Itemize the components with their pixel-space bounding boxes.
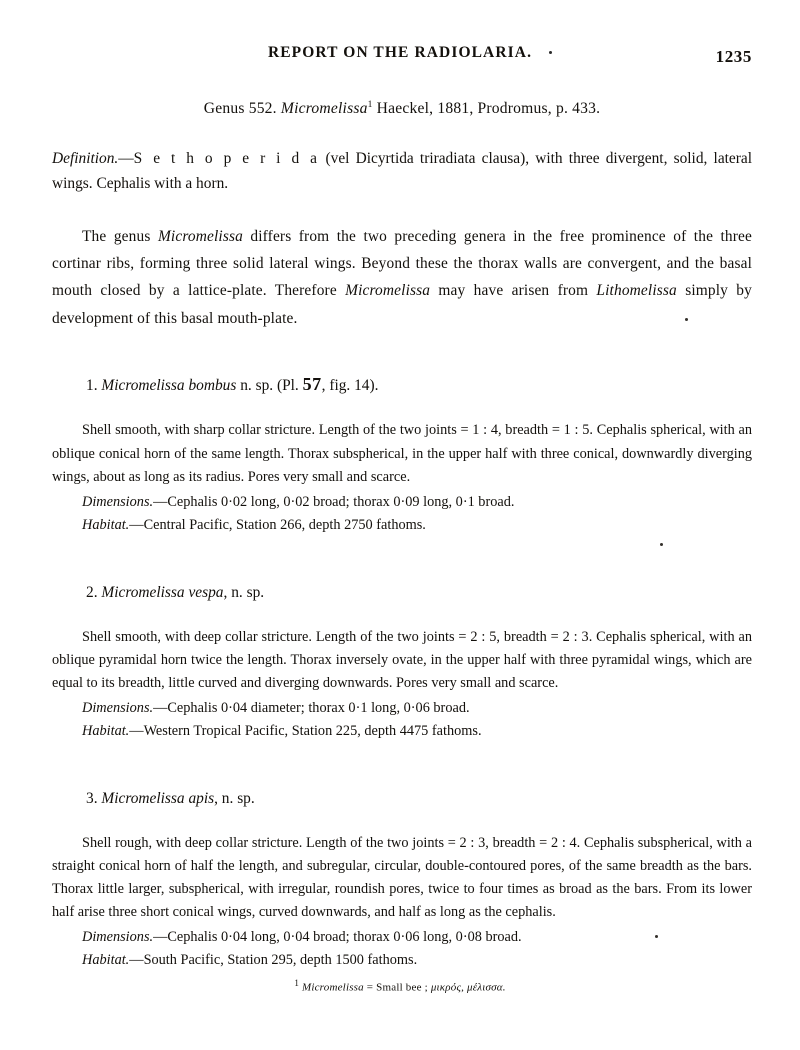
species-entry-3	[52, 787, 752, 972]
species-habitat-2	[52, 720, 752, 743]
species-name-1: Micromelissa bombus	[101, 377, 237, 395]
genus-footnote-marker: 1	[367, 99, 373, 110]
page-footnote	[0, 978, 800, 994]
species-number-3: 3.	[86, 789, 102, 807]
habitat-text-1: —Central Pacific, Station 266, depth 2750 fathoms.	[129, 516, 426, 533]
habitat-text-2: —Western Tropical Pacific, Station 225, depth 4475 fathoms.	[129, 722, 482, 739]
species-heading-2	[86, 581, 752, 606]
species-heading-1	[86, 370, 752, 399]
species-figure-1: , fig. 14).	[321, 377, 379, 395]
definition-dash: —	[118, 150, 134, 168]
species-description-3: Shell rough, with deep collar stricture. Length of the two joints = 2 : 3, breadth = 2 : 4. Cephalis subspherical, with a straight conical horn of half the length, and subregular, circular, double-contoured pores, of the same breadth as the bars. Thorax little larger, subspherical, with irregular, roundish pores, twice to four times as broad as the bars. From its lower half arise three short conical wings, curved downwards, and half as long as the cephalis.	[52, 834, 752, 921]
genus-line-prefix: Genus 552.	[203, 100, 281, 117]
species-dimensions-3	[52, 926, 752, 949]
footnote-text: = Small bee ;	[363, 981, 431, 994]
species-number-2: 2.	[86, 583, 102, 601]
species-entry-1	[52, 370, 752, 536]
species-dimensions-1	[52, 491, 752, 514]
footnote-italic-name: Micromelissa	[301, 981, 364, 994]
definition-label: Definition.	[52, 150, 119, 168]
habitat-label-1: Habitat.	[82, 516, 130, 533]
footnote-greek: μικρός, μέλισσα.	[430, 981, 506, 994]
genus-line-suffix: Haeckel, 1881, Prodromus, p. 433.	[372, 100, 601, 117]
speck-mark-3	[685, 318, 688, 321]
definition-term: S e t h o p e r i d a	[133, 150, 320, 168]
dimensions-label-1: Dimensions.	[82, 493, 154, 510]
header-dot-mark	[549, 51, 552, 54]
genus-desc-part3: may have arisen from	[430, 282, 597, 300]
dimensions-label-3: Dimensions.	[82, 929, 154, 946]
habitat-label-2: Habitat.	[82, 722, 130, 739]
species-number-1: 1.	[86, 377, 102, 395]
species-authority-2: , n. sp.	[223, 583, 265, 601]
speck-mark-1	[660, 543, 663, 546]
dimensions-label-2: Dimensions.	[82, 700, 154, 717]
habitat-label-3: Habitat.	[82, 952, 130, 969]
species-name-2: Micromelissa vespa	[101, 583, 224, 601]
running-title: REPORT ON THE RADIOLARIA.	[267, 44, 533, 61]
dimensions-text-2: —Cephalis 0·04 diameter; thorax 0·1 long, 0·06 broad.	[153, 700, 470, 717]
species-authority-3: , n. sp.	[214, 789, 255, 807]
habitat-text-3: —South Pacific, Station 295, depth 1500 fathoms.	[129, 952, 418, 969]
genus-description-paragraph	[52, 223, 752, 333]
genus-desc-part1: The genus	[82, 227, 158, 245]
definition-paragraph	[52, 147, 752, 196]
genus-desc-part4: simply by development of this basal mouth-plate.	[52, 282, 752, 327]
page-body	[52, 96, 752, 972]
footnote-marker: 1	[294, 978, 300, 988]
species-habitat-3	[52, 949, 752, 972]
genus-desc-italic1: Micromelissa	[157, 227, 243, 245]
page-number: 1235	[715, 47, 752, 66]
speck-mark-2	[655, 935, 658, 938]
dimensions-text-3: —Cephalis 0·04 long, 0·04 broad; thorax 0·06 long, 0·08 broad.	[153, 929, 522, 946]
genus-desc-part2: differs from the two preceding genera in the free prominence of the three cortinar ribs, forming three solid lateral wings. Beyond these the thorax walls are convergent, and the basal mouth closed by a lattice-plate. Therefore	[52, 227, 753, 300]
species-dimensions-2	[52, 697, 752, 720]
species-entry-2	[52, 581, 752, 743]
page-header	[0, 44, 800, 68]
species-name-3: Micromelissa apis	[101, 789, 215, 807]
dimensions-text-1: —Cephalis 0·02 long, 0·02 broad; thorax 0·09 long, 0·1 broad.	[153, 493, 515, 510]
species-description-2: Shell smooth, with deep collar stricture. Length of the two joints = 2 : 5, breadth = 2 : 3. Cephalis spherical, with an oblique pyramidal horn twice the length. Thorax inversely ovate, in the upper half with three pyramidal wings, which are equal to its breadth, little curved and diverging downwards. Pores very small and scarce.	[52, 628, 752, 691]
genus-desc-italic3: Lithomelissa	[596, 282, 677, 300]
species-plate-1: 57	[302, 374, 322, 395]
genus-name: Micromelissa	[280, 100, 368, 117]
species-description-1: Shell smooth, with sharp collar stricture. Length of the two joints = 1 : 4, breadth = 1 : 5. Cephalis spherical, with an oblique conical horn of the same length. Thorax subspherical, in the upper half with three conical, downwardly diverging wings, about as long as its radius. Pores very small and scarce.	[52, 422, 752, 485]
species-heading-3	[86, 787, 752, 812]
species-authority-1: n. sp. (Pl.	[236, 377, 303, 395]
definition-rest: (vel Dicyrtida triradiata clausa), with three divergent, solid, lateral wings. Cephalis with a horn.	[52, 150, 752, 192]
genus-heading	[52, 96, 752, 121]
genus-desc-italic2: Micromelissa	[345, 282, 431, 300]
species-habitat-1	[52, 514, 752, 537]
